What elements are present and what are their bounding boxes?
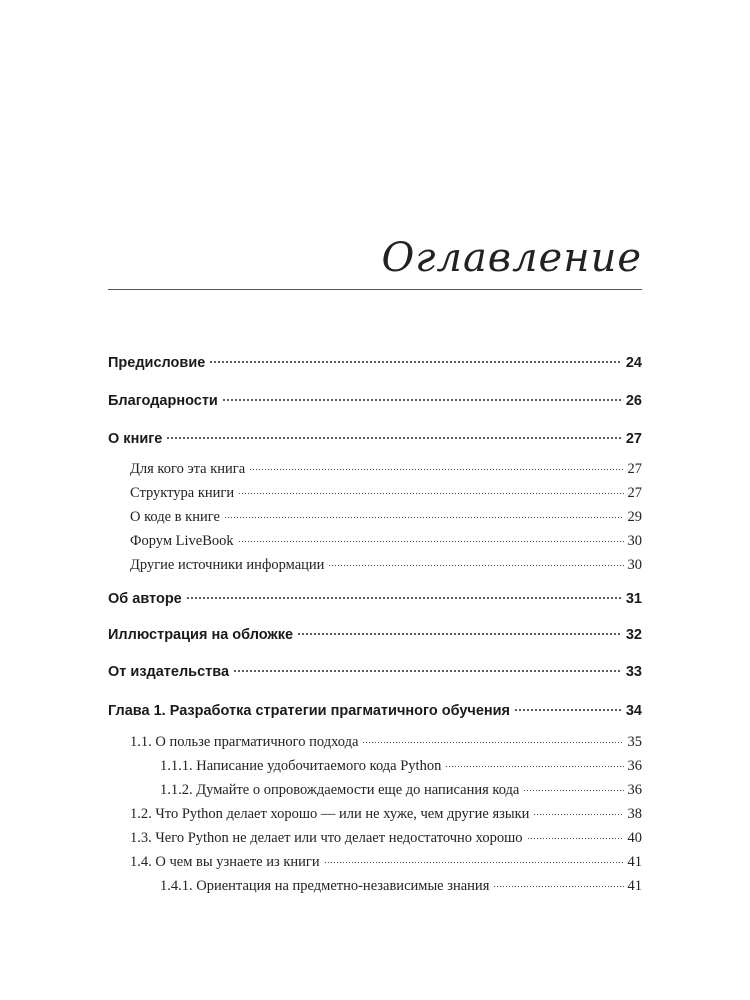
toc-entry-page: 29 <box>627 508 642 525</box>
dot-leader <box>328 552 623 567</box>
dot-leader <box>222 387 622 402</box>
dot-leader <box>238 528 624 543</box>
toc-entry-page: 36 <box>627 781 642 798</box>
dot-leader <box>523 777 623 792</box>
toc-entry-label: Для кого эта книга <box>130 460 246 477</box>
toc-entry-forum[interactable] <box>130 530 642 550</box>
toc-entry-label: 1.1.1. Написание удобочитаемого кода Python <box>160 757 442 774</box>
toc-entry-label: 1.4.1. Ориентация на предметно-независимые знания <box>160 877 490 894</box>
toc-entry-page: 38 <box>627 805 642 822</box>
toc-entry-page: 26 <box>625 392 642 409</box>
dot-leader <box>249 456 623 471</box>
toc-entry-label: О коде в книге <box>130 508 220 525</box>
toc-entry-page: 33 <box>625 663 642 680</box>
toc-entry-label: 1.2. Что Python делает хорошо — или не хуже, чем другие языки <box>130 805 530 822</box>
toc-entry-page: 35 <box>627 733 642 750</box>
toc-entry-1-4[interactable] <box>130 851 642 871</box>
toc-entry-preface[interactable] <box>108 352 642 371</box>
toc-entry-label: 1.4. О чем вы узнаете из книги <box>130 853 320 870</box>
dot-leader <box>445 753 623 768</box>
toc-entry-code[interactable] <box>130 506 642 526</box>
dot-leader <box>233 658 622 673</box>
toc-entry-label: 1.1. О пользе прагматичного подхода <box>130 733 359 750</box>
dot-leader <box>238 480 623 495</box>
toc-entry-audience[interactable] <box>130 458 642 478</box>
toc-entry-page: 31 <box>625 590 642 607</box>
dot-leader <box>166 425 622 440</box>
dot-leader <box>527 825 624 840</box>
toc-entry-label: Форум LiveBook <box>130 532 234 549</box>
dot-leader <box>514 697 622 712</box>
toc-entry-1-3[interactable] <box>130 827 642 847</box>
dot-leader <box>493 873 623 888</box>
toc-entry-cover-illustration[interactable] <box>108 624 642 643</box>
toc-entry-other-sources[interactable] <box>130 554 642 574</box>
toc-entry-page: 36 <box>627 757 642 774</box>
toc-entry-page: 41 <box>627 853 642 870</box>
toc-entry-page: 27 <box>627 484 642 501</box>
toc-entry-label: Глава 1. Разработка стратегии прагматичного обучения <box>108 702 511 719</box>
toc-entry-1-1-1[interactable] <box>160 755 642 775</box>
page-title: Оглавление <box>381 235 642 281</box>
toc-entry-publisher[interactable] <box>108 661 642 680</box>
toc-entry-chapter-1[interactable] <box>108 700 642 719</box>
toc-entry-about-book[interactable] <box>108 428 642 447</box>
dot-leader <box>362 729 623 744</box>
dot-leader <box>186 585 622 600</box>
dot-leader <box>209 349 622 364</box>
dot-leader <box>224 504 624 519</box>
toc-entry-1-4-1[interactable] <box>160 875 642 895</box>
toc-entry-acknowledgements[interactable] <box>108 390 642 409</box>
toc-entry-about-author[interactable] <box>108 588 642 607</box>
toc-entry-page: 32 <box>625 626 642 643</box>
toc-entry-label: От издательства <box>108 663 230 680</box>
toc-entry-label: Структура книги <box>130 484 235 501</box>
toc-entry-label: О книге <box>108 430 163 447</box>
toc-entry-page: 34 <box>625 702 642 719</box>
toc-entry-label: 1.1.2. Думайте о опровождаемости еще до написания кода <box>160 781 520 798</box>
toc-entry-label: 1.3. Чего Python не делает или что делает недостаточно хорошо <box>130 829 523 846</box>
toc-entry-label: Предисловие <box>108 354 206 371</box>
title-rule <box>108 289 642 290</box>
dot-leader <box>297 621 622 636</box>
toc-entry-page: 30 <box>627 532 642 549</box>
toc-entry-1-1[interactable] <box>130 731 642 751</box>
toc-entry-label: Другие источники информации <box>130 556 325 573</box>
toc-entry-page: 27 <box>627 460 642 477</box>
toc-entry-page: 30 <box>627 556 642 573</box>
toc-entry-label: Об авторе <box>108 590 182 607</box>
toc-entry-structure[interactable] <box>130 482 642 502</box>
toc-entry-page: 24 <box>625 354 642 371</box>
dot-leader <box>324 849 624 864</box>
toc-entry-1-1-2[interactable] <box>160 779 642 799</box>
toc-entry-label: Иллюстрация на обложке <box>108 626 294 643</box>
toc-entry-page: 27 <box>625 430 642 447</box>
toc-entry-1-2[interactable] <box>130 803 642 823</box>
toc-entry-page: 40 <box>627 829 642 846</box>
toc-entry-label: Благодарности <box>108 392 218 409</box>
dot-leader <box>533 801 623 816</box>
toc-entry-page: 41 <box>627 877 642 894</box>
